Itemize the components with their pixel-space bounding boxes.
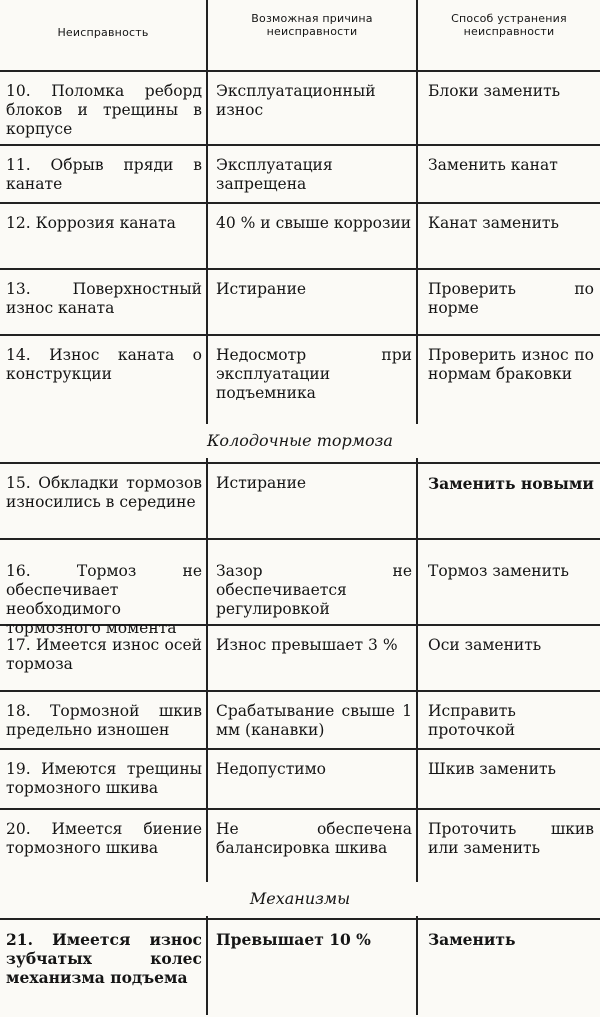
cause-cell: Истирание [216, 474, 307, 492]
table-row [0, 692, 600, 750]
table-row [0, 918, 600, 1017]
header-remedy: Способ устранения неисправности [451, 12, 567, 38]
table-row [0, 750, 600, 810]
header-cause: Возможная причина неисправности [251, 12, 373, 38]
remedy-cell: Заменить канат [428, 156, 558, 174]
remedy-cell: Заменить новыми [428, 474, 594, 493]
cause-cell: Недосмотр при эксплуатации подъемника [216, 346, 412, 402]
cause-cell: Износ превышает 3 % [216, 636, 398, 654]
table-row [0, 810, 600, 880]
section-heading-brakes: Колодочные тормоза [0, 424, 600, 458]
remedy-cell: Шкив заменить [428, 760, 556, 778]
header-fault: Неисправность [57, 26, 149, 39]
remedy-cell: Исправить проточкой [428, 702, 516, 739]
fault-cell: 17. Имеется износ осей тормоза [6, 636, 202, 673]
table-row [0, 204, 600, 270]
cause-cell: Эксплуатация запрещена [216, 156, 333, 193]
table-row [0, 538, 600, 637]
fault-cell: 15. Обкладки тормозов износились в середине [6, 474, 202, 511]
fault-cell: 14. Износ каната о конструкции [6, 346, 202, 383]
table-row [0, 270, 600, 336]
fault-cell: 13. Поверхностный износ каната [6, 280, 202, 317]
section-heading-mechanisms: Механизмы [0, 882, 600, 916]
fault-cell: 16. Тормоз не обеспечивает необходимого тормозного момента [6, 562, 202, 637]
fault-cell: 12. Коррозия каната [6, 214, 176, 232]
remedy-cell: Тормоз заменить [428, 562, 569, 580]
fault-cell: 11. Обрыв пряди в канате [6, 156, 202, 193]
remedy-cell: Проверить износ по нормам браковки [428, 346, 594, 383]
table-row [0, 72, 600, 146]
table-row [0, 626, 600, 692]
cause-cell: Превышает 10 % [216, 930, 371, 949]
cause-cell: Срабатывание свыше 1 мм (канавки) [216, 702, 412, 739]
cause-cell: Не обеспечена балансировка шкива [216, 820, 412, 857]
remedy-cell: Канат заменить [428, 214, 559, 232]
cause-cell: Истирание [216, 280, 307, 298]
remedy-cell: Оси заменить [428, 636, 542, 654]
table-row [0, 146, 600, 204]
cause-cell: Недопустимо [216, 760, 326, 778]
fault-cell: 18. Тормозной шкив предельно изношен [6, 702, 202, 739]
cause-cell: 40 % и свыше коррозии [216, 214, 412, 232]
fault-cell: 10. Поломка реборд блоков и трещины в корпусе [6, 82, 202, 138]
remedy-cell: Блоки заменить [428, 82, 561, 100]
table-row [0, 462, 600, 540]
table-header [0, 0, 600, 72]
cause-cell: Зазор не обеспечивается регулировкой [216, 562, 412, 618]
remedy-cell: Проточить шкив или заменить [428, 820, 594, 857]
fault-cell: 19. Имеются трещины тормозного шкива [6, 760, 202, 797]
remedy-cell: Проверить по норме [428, 280, 594, 317]
cause-cell: Эксплуатационный износ [216, 82, 376, 119]
fault-cell: 21. Имеется износ зубчатых колес механизма подъема [6, 930, 202, 987]
remedy-cell: Заменить [428, 930, 516, 949]
table-row [0, 336, 600, 420]
fault-cell: 20. Имеется биение тормозного шкива [6, 820, 202, 857]
